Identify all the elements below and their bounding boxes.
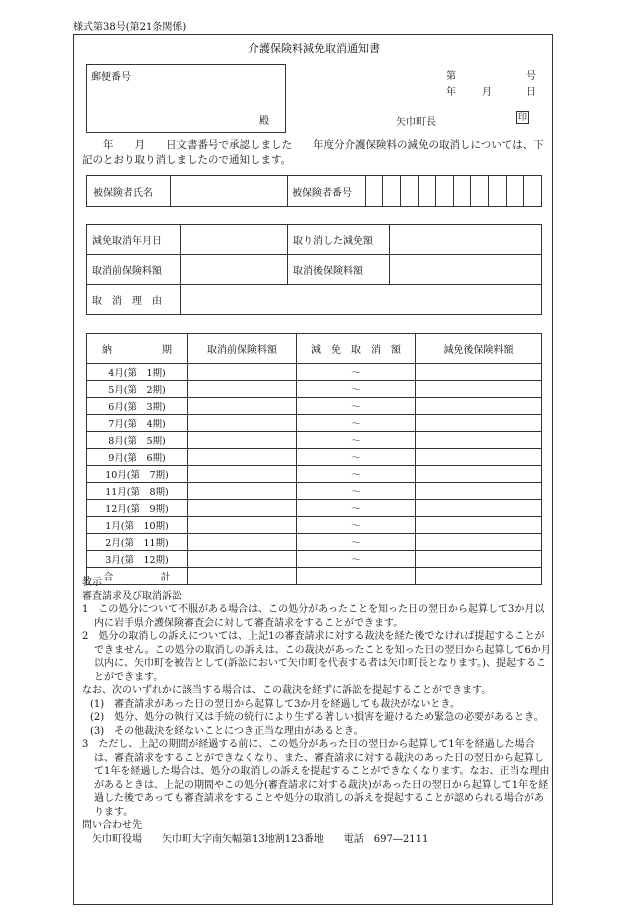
period-label: 11月(第 8期) (87, 483, 188, 500)
period-before-cell[interactable] (188, 449, 297, 466)
period-reduction-cell[interactable]: 〜 (297, 398, 416, 415)
cancel-date-field[interactable] (181, 225, 288, 255)
period-label: 3月(第 12期) (87, 551, 188, 568)
date-year-label: 年 (446, 87, 456, 98)
reduction-header: 減 免 取 消 額 (297, 334, 416, 364)
insured-number-label: 被保険者番号 (288, 176, 366, 207)
insured-number-cell[interactable] (383, 176, 401, 207)
period-label: 7月(第 4期) (87, 415, 188, 432)
period-before-cell[interactable] (188, 534, 297, 551)
contact-heading: 問い合わせ先 (82, 820, 142, 831)
instructions-subheading: 審査請求及び取消訴訟 (82, 590, 182, 602)
period-label: 8月(第 5期) (87, 432, 188, 449)
period-label: 9月(第 6期) (87, 449, 188, 466)
insured-number-cell[interactable] (436, 176, 454, 207)
date-day-label: 日 (526, 87, 536, 98)
insured-table (86, 175, 542, 207)
note-sub-2: (2) 処分、処分の執行又は手続の続行により生ずる著しい損害を避けるため緊急の必要があるとき。 (90, 712, 544, 723)
periods-table (86, 333, 542, 585)
insured-number-cell[interactable] (453, 176, 471, 207)
insured-name-field[interactable] (170, 176, 287, 207)
instructions-section (82, 576, 552, 846)
note-item-3: 3 ただし、上記の期間が経過する前に、この処分があった日の翌日から起算して1年を経過した場合は、審査請求をすることができなくなり、また、審査請求に対する裁決のあった日の翌日から起算して1年を経過した場合は、処分の取消しの訴えを提起することができなくなります。なお、正当な理由があるときは、上記の期間やこの処分(審査請求に対する裁決)があった日の翌日から起算して1年を経過した後であっても審査請求をすることや処分の取消しの訴えを提起することが認められる場合があります。 (82, 739, 550, 818)
after-amount-header: 減免後保険料額 (416, 334, 542, 364)
postal-code-label: 郵便番号 (91, 72, 131, 83)
period-label: 4月(第 1期) (87, 364, 188, 381)
before-amount-header: 取消前保険料額 (188, 334, 297, 364)
period-header: 納 期 (87, 334, 188, 364)
period-label: 1月(第 10期) (87, 517, 188, 534)
note-item-2: 2 処分の取消しの訴えについては、上記1の審査請求に対する裁決を経た後でなければ提起することができません。この処分の取消しの訴えは、この裁決があったことを知った日の翌日から起算して6か月以内に、矢巾町を被告として(訴訟において矢巾町を代表する者は矢巾町長となります。)、提起することができます。 (82, 631, 551, 683)
period-after-cell[interactable] (416, 466, 542, 483)
notice-frame (73, 34, 553, 905)
period-before-cell[interactable] (188, 500, 297, 517)
period-after-cell[interactable] (416, 432, 542, 449)
period-after-cell[interactable] (416, 415, 542, 432)
date-month-label: 月 (482, 87, 492, 98)
period-after-cell[interactable] (416, 551, 542, 568)
period-before-cell[interactable] (188, 415, 297, 432)
form-number: 様式第38号(第21条関係) (73, 22, 187, 33)
period-reduction-cell[interactable]: 〜 (297, 364, 416, 381)
insured-number-cell[interactable] (418, 176, 436, 207)
note-sub-1: (1) 審査請求があった日の翌日から起算して3か月を経過しても裁決がないとき。 (90, 698, 461, 710)
insured-number-cell[interactable] (365, 176, 383, 207)
address-box (86, 64, 286, 133)
seal-mark: 印 (517, 113, 527, 123)
period-label: 12月(第 9期) (87, 500, 188, 517)
period-label: 2月(第 11期) (87, 534, 188, 551)
period-after-cell[interactable] (416, 517, 542, 534)
period-after-cell[interactable] (416, 483, 542, 500)
period-label: 6月(第 3期) (87, 398, 188, 415)
period-reduction-cell[interactable]: 〜 (297, 500, 416, 517)
cancel-reason-field[interactable] (181, 285, 542, 315)
after-premium-field[interactable] (390, 255, 542, 285)
document-title: 介護保険料減免取消通知書 (248, 42, 380, 55)
insured-number-cell[interactable] (489, 176, 507, 207)
cancellation-table (86, 224, 542, 315)
period-label: 5月(第 2期) (87, 381, 188, 398)
period-reduction-cell[interactable]: 〜 (297, 551, 416, 568)
period-after-cell[interactable] (416, 500, 542, 517)
period-before-cell[interactable] (188, 398, 297, 415)
period-reduction-cell[interactable]: 〜 (297, 415, 416, 432)
period-before-cell[interactable] (188, 517, 297, 534)
period-before-cell[interactable] (188, 432, 297, 449)
insured-number-cell[interactable] (524, 176, 542, 207)
note-item-1: 1 この処分について不服がある場合は、この処分があったことを知った日の翌日から起算して3か月以内に岩手県介護保険審査会に対して審査請求をすることができます。 (82, 604, 545, 629)
period-label: 10月(第 7期) (87, 466, 188, 483)
cancel-reason-label: 取 消 理 由 (87, 285, 181, 315)
period-after-cell[interactable] (416, 534, 542, 551)
period-after-cell[interactable] (416, 398, 542, 415)
doc-number-dai: 第 (446, 71, 456, 82)
after-premium-label: 取消後保険料額 (288, 255, 390, 285)
period-before-cell[interactable] (188, 364, 297, 381)
period-before-cell[interactable] (188, 483, 297, 500)
before-premium-field[interactable] (181, 255, 288, 285)
note-item-2-supplement: なお、次のいずれかに該当する場合は、この裁決を経ずに訴訟を提起することができます。 (82, 685, 492, 696)
period-before-cell[interactable] (188, 551, 297, 568)
insured-number-cell[interactable] (400, 176, 418, 207)
note-sub-3: (3) その他裁決を経ないことにつき正当な理由があるとき。 (90, 725, 364, 737)
issuer-name: 矢巾町長 (396, 117, 436, 128)
period-reduction-cell[interactable]: 〜 (297, 381, 416, 398)
period-reduction-cell[interactable]: 〜 (297, 432, 416, 449)
cancel-date-label: 減免取消年月日 (87, 225, 181, 255)
period-reduction-cell[interactable]: 〜 (297, 534, 416, 551)
cancelled-amount-label: 取り消した減免額 (288, 225, 390, 255)
period-reduction-cell[interactable]: 〜 (297, 449, 416, 466)
period-reduction-cell[interactable]: 〜 (297, 483, 416, 500)
period-after-cell[interactable] (416, 449, 542, 466)
period-reduction-cell[interactable]: 〜 (297, 517, 416, 534)
contact-info: 矢巾町役場 矢巾町大字南矢幅第13地割123番地 電話 697―2111 (92, 833, 429, 845)
period-after-cell[interactable] (416, 364, 542, 381)
before-premium-label: 取消前保険料額 (87, 255, 181, 285)
period-before-cell[interactable] (188, 381, 297, 398)
insured-name-label: 被保険者氏名 (87, 176, 171, 207)
instructions-heading: 教示 (82, 577, 102, 588)
intro-text: 年 月 日文書番号で承認しました 年度分介護保険料の減免の取消しについては、下記のとおり取り消しましたので通知します。 (82, 139, 544, 166)
insured-number-cell[interactable] (506, 176, 524, 207)
total-label: 合 計 (87, 568, 188, 585)
honorific-label: 殿 (259, 116, 269, 127)
period-reduction-cell[interactable]: 〜 (297, 466, 416, 483)
doc-number-go: 号 (526, 71, 536, 82)
insured-number-cell[interactable] (471, 176, 489, 207)
period-after-cell[interactable] (416, 381, 542, 398)
cancelled-amount-field[interactable] (390, 225, 542, 255)
period-before-cell[interactable] (188, 466, 297, 483)
